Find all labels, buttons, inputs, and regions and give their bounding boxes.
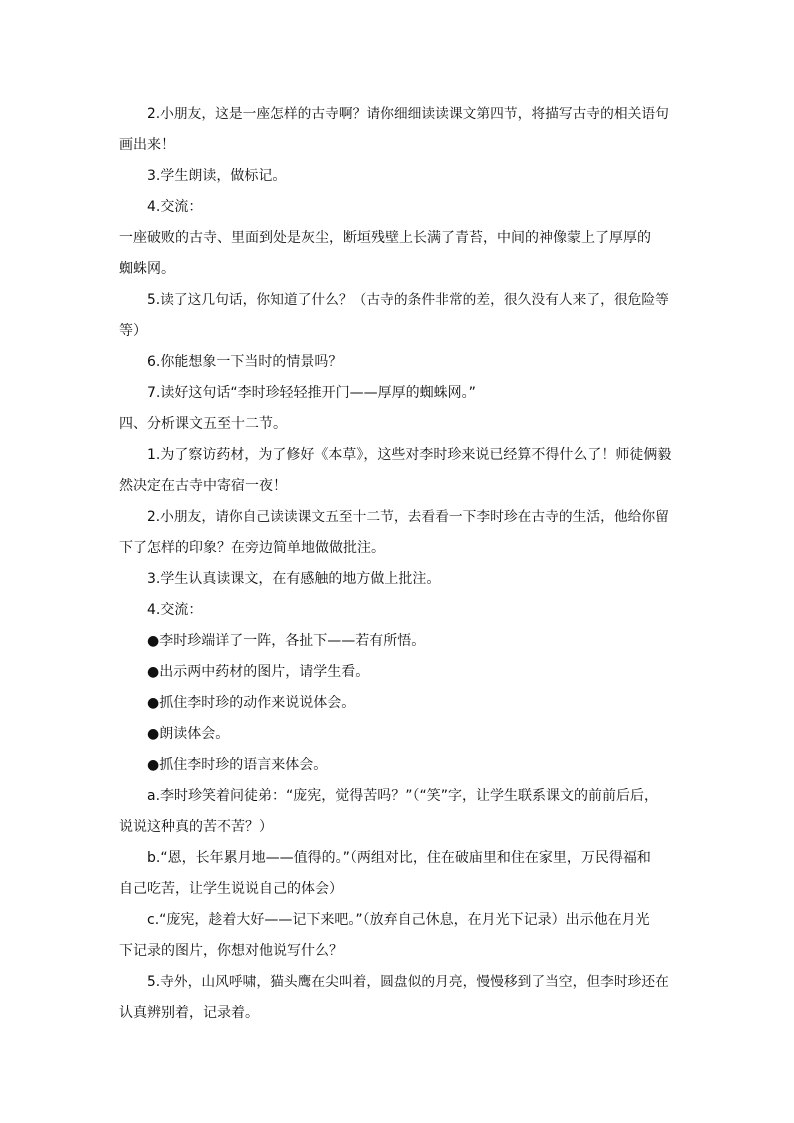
text-line: 蜘蛛网。 [119, 261, 175, 277]
bullet-item: ●朗读体会。 [147, 726, 230, 742]
text-line: b.“恩，长年累月地——值得的。”（两组对比，住在破庙里和住在家里，万民得福和 [147, 850, 651, 866]
text-line: 一座破败的古寺、里面到处是灰尘，断垣残壁上长满了青苔，中间的神像蒙上了厚厚的 [119, 230, 651, 246]
text-line: a.李时珍笑着问徒弟：“庞宪，觉得苦吗？”（“笑”字，让学生联系课文的前前后后， [147, 788, 659, 804]
text-line: 自己吃苦，让学生说说自己的体会） [119, 881, 343, 897]
bullet-item: ●抓住李时珍的动作来说说体会。 [147, 695, 356, 711]
text-line: 下了怎样的印象？在旁边简单地做做批注。 [119, 540, 385, 556]
bullet-item: ●出示两中药材的图片，请学生看。 [147, 664, 370, 680]
text-line: 然决定在古寺中寄宿一夜！ [119, 478, 287, 494]
text-line: 6.你能想象一下当时的情景吗？ [147, 354, 343, 370]
text-line: 认真辨别着，记录着。 [119, 1005, 259, 1021]
text-line: c.“庞宪，趁着大好——记下来吧。”（放弃自己休息，在月光下记录）出示他在月光 [147, 912, 650, 928]
text-line: 4.交流： [147, 199, 203, 215]
section-heading: 四、分析课文五至十二节。 [119, 416, 287, 432]
text-line: 等） [119, 323, 147, 339]
text-line: 画出来！ [119, 137, 175, 153]
text-line: 3.学生朗读，做标记。 [147, 168, 287, 184]
bullet-item: ●李时珍端详了一阵，各扯下——若有所悟。 [147, 633, 426, 649]
bullet-item: ●抓住李时珍的语言来体会。 [147, 757, 328, 773]
text-line: 4.交流： [147, 602, 203, 618]
text-line: 7.读好这句话“李时珍轻轻推开门——厚厚的蜘蛛网。” [147, 385, 476, 401]
text-line: 下记录的图片，你想对他说写什么？ [119, 943, 343, 959]
text-line: 5.读了这几句话，你知道了什么？（古寺的条件非常的差，很久没有人来了，很危险等 [147, 292, 669, 308]
text-line: 1.为了察访药材，为了修好《本草》，这些对李时珍来说已经算不得什么了！师徒俩毅 [147, 447, 672, 463]
text-line: 说说这种真的苦不苦？） [119, 819, 273, 835]
text-line: 3.学生认真读课文，在有感触的地方做上批注。 [147, 571, 441, 587]
text-line: 2.小朋友，请你自己读读课文五至十二节，去看看一下李时珍在古寺的生活，他给你留 [147, 509, 669, 525]
text-line: 2.小朋友，这是一座怎样的古寺啊？请你细细读读课文第四节，将描写古寺的相关语句 [147, 106, 669, 122]
text-line: 5.寺外，山风呼啸，猫头鹰在尖叫着，圆盘似的月亮，慢慢移到了当空，但李时珍还在 [147, 974, 669, 990]
